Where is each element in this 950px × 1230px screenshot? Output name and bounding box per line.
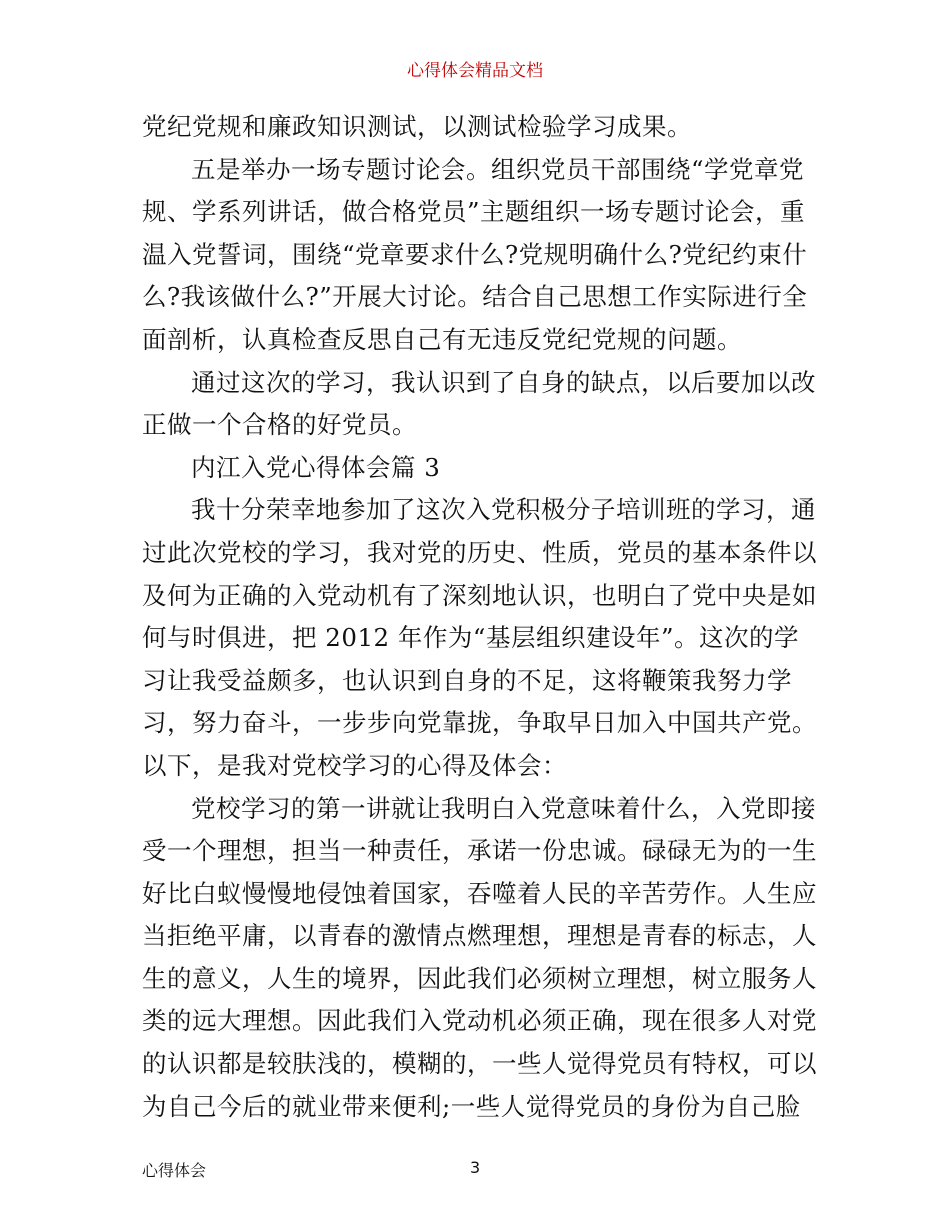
text-line: 党纪党规和廉政知识测试，以测试检验学习成果。 bbox=[142, 112, 692, 141]
text-line: 么?我该做什么?”开展大讨论。结合自己思想工作实际进行全 bbox=[142, 282, 808, 312]
document-body bbox=[142, 106, 817, 1128]
text-line: 以下，是我对党校学习的心得及体会： bbox=[142, 750, 567, 780]
text-line: 面剖析，认真检查反思自己有无违反党纪党规的问题。 bbox=[142, 324, 742, 354]
text-line: 过此次党校的学习，我对党的历史、性质，党员的基本条件以 bbox=[142, 537, 817, 567]
text-line: 当拒绝平庸，以青春的激情点燃理想，理想是青春的标志，人 bbox=[142, 921, 817, 951]
text-line: 受一个理想，担当一种责任，承诺一份忠诚。碌碌无为的一生 bbox=[142, 836, 817, 866]
page-footer-label: 心得体会 bbox=[142, 1161, 207, 1180]
text-line: 及何为正确的入党动机有了深刻地认识，也明白了党中央是如 bbox=[142, 580, 817, 610]
text-line: 好比白蚁慢慢地侵蚀着国家，吞噬着人民的辛苦劳作。人生应 bbox=[142, 878, 817, 908]
text-line: 通过这次的学习，我认识到了自身的缺点，以后要加以改 bbox=[191, 367, 816, 397]
text-line: 规、学系列讲话，做合格党员”主题组织一场专题讨论会，重 bbox=[142, 197, 806, 227]
section-heading: 内江入党心得体会篇 3 bbox=[191, 452, 441, 482]
text-line: 我十分荣幸地参加了这次入党积极分子培训班的学习，通 bbox=[191, 495, 816, 525]
text-line: 党校学习的第一讲就让我明白入党意味着什么，入党即接 bbox=[191, 793, 816, 823]
text-line: 生的意义，人生的境界，因此我们必须树立理想，树立服务人 bbox=[142, 963, 817, 993]
text-line: 的认识都是较肤浅的，模糊的，一些人觉得党员有特权，可以 bbox=[142, 1049, 817, 1079]
text-line: 何与时俱进，把 2012 年作为“基层组织建设年”。这次的学 bbox=[142, 623, 799, 653]
text-line: 习让我受益颇多，也认识到自身的不足，这将鞭策我努力学 bbox=[142, 665, 792, 695]
text-line: 五是举办一场专题讨论会。组织党员干部围绕“学党章党 bbox=[191, 154, 805, 184]
page-header: 心得体会精品文档 bbox=[407, 61, 543, 81]
text-line: 类的远大理想。因此我们入党动机必须正确，现在很多人对党 bbox=[142, 1006, 817, 1036]
text-line: 温入党誓词，围绕“党章要求什么?党规明确什么?党纪约束什 bbox=[142, 239, 808, 269]
page-number: 3 bbox=[470, 1158, 481, 1177]
text-line: 正做一个合格的好党员。 bbox=[142, 410, 417, 440]
text-line: 为自己今后的就业带来便利;一些人觉得党员的身份为自己脸 bbox=[142, 1091, 801, 1121]
text-line: 习，努力奋斗，一步步向党靠拢，争取早日加入中国共产党。 bbox=[142, 708, 817, 738]
